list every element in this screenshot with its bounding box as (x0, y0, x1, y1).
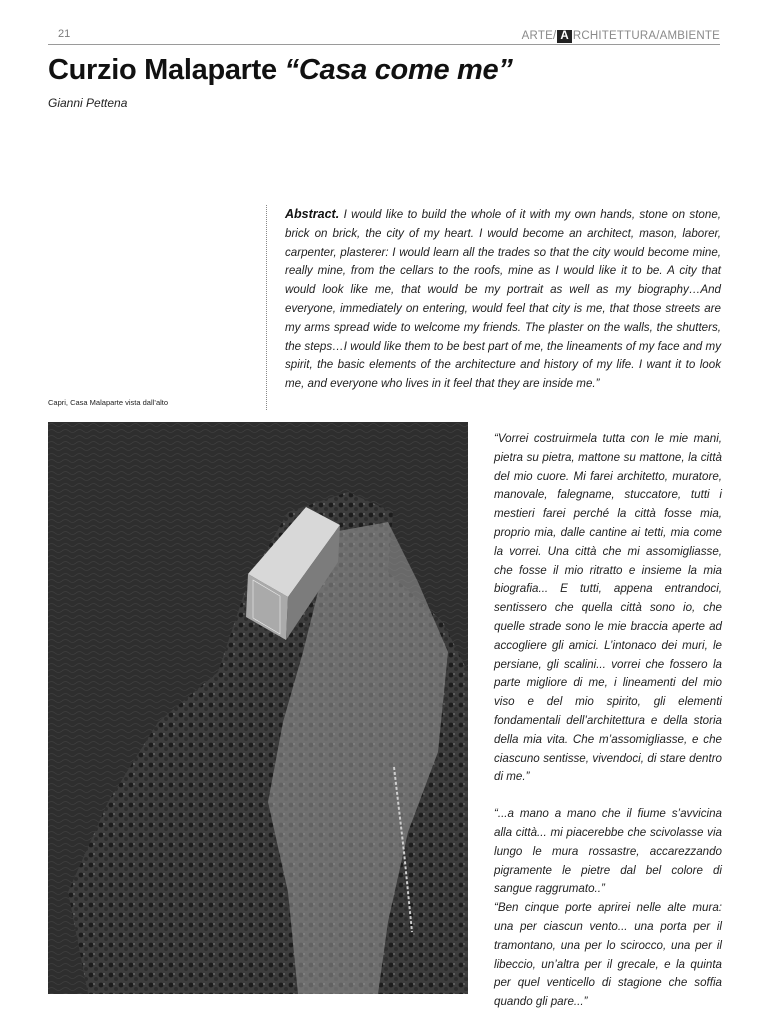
journal-logo-a: A (557, 30, 572, 43)
header-divider (48, 44, 720, 45)
quote-3: “Ben cinque porte aprirei nelle alte mura: una per ciascun vento... una porta per il tramontano, una per lo scirocco, una per il libeccio, un’altra per il grecale, e la quinta per quel venticello di stagione che soffia quando gli pare...” (494, 901, 722, 1009)
italian-quotes (494, 430, 722, 1012)
author-name: Gianni Pettena (48, 96, 128, 110)
figure-caption: Capri, Casa Malaparte vista dall’alto (48, 398, 169, 407)
title-plain: Curzio Malaparte (48, 54, 285, 86)
aerial-photo-casa-malaparte (48, 422, 468, 994)
title-italic: “Casa come me” (284, 54, 513, 86)
dotted-divider (266, 205, 267, 410)
abstract-label: Abstract. (285, 207, 340, 221)
journal-part-rchitettura: RCHITETTURA (572, 30, 657, 42)
abstract (285, 205, 721, 394)
quote-2: “...a mano a mano che il fiume s’avvicina alla città... mi piacerebbe che scivolasse via lungo le mura rossastre, accarezzando pigramente le pietre dal bel colore di sangue raggrumato..” (494, 807, 722, 896)
journal-part-ambiente: AMBIENTE (659, 30, 720, 42)
journal-part-arte: ARTE (521, 30, 553, 42)
abstract-text: I would like to build the whole of it with my own hands, stone on stone, brick on brick, the city of my heart. I would become an architect, mason, laborer, carpenter, plasterer: I would learn all the trades so that the city would become mine, really mine, from the cellars to the roofs, mine as I would like it to be. A city that would look like me, that would be my portrait as well as my biography…And everyone, immediately on entering, would feel that city is me, that those streets are my arms spread wide to welcome my friends. The plaster on the walls, the shutters, the steps…I would like them to be best part of me, the lineaments of my face and my spirit, the basic elements of the architecture and history of my life. I want it to look me, and everyone who lives in it feel that they are inside me.” (285, 208, 721, 391)
page-number: 21 (58, 28, 71, 40)
article-title (48, 54, 513, 87)
quote-1: “Vorrei costruirmela tutta con le mie mani, pietra su pietra, mattone su mattone, la città del mio cuore. Mi farei architetto, muratore, manovale, falegname, stuccatore, tutti i mestieri farei perché la città fosse mia, proprio mia, dalle cantine ai tetti, mia come la vorrei. Una città che mi assomigliasse, che fosse il mio ritratto e insieme la mia biografia... E tutti, appena entrandoci, sentissero che quella città sono io, che quelle strade sono le mie braccia aperte ad accogliere gli amici. L’intonaco dei muri, le persiane, gli scalini... vorrei che fossero la parte migliore di me, i lineamenti del mio viso e del mio spirito, gli elementi fondamentali dell’architettura e della storia della mia vita. Che m’assomigliasse, e che ciascuno sentisse, vivendoci, di stare dentro di me.” (494, 432, 722, 784)
journal-title: ARTE/ A RCHITETTURA/AMBIENTE (521, 30, 720, 42)
